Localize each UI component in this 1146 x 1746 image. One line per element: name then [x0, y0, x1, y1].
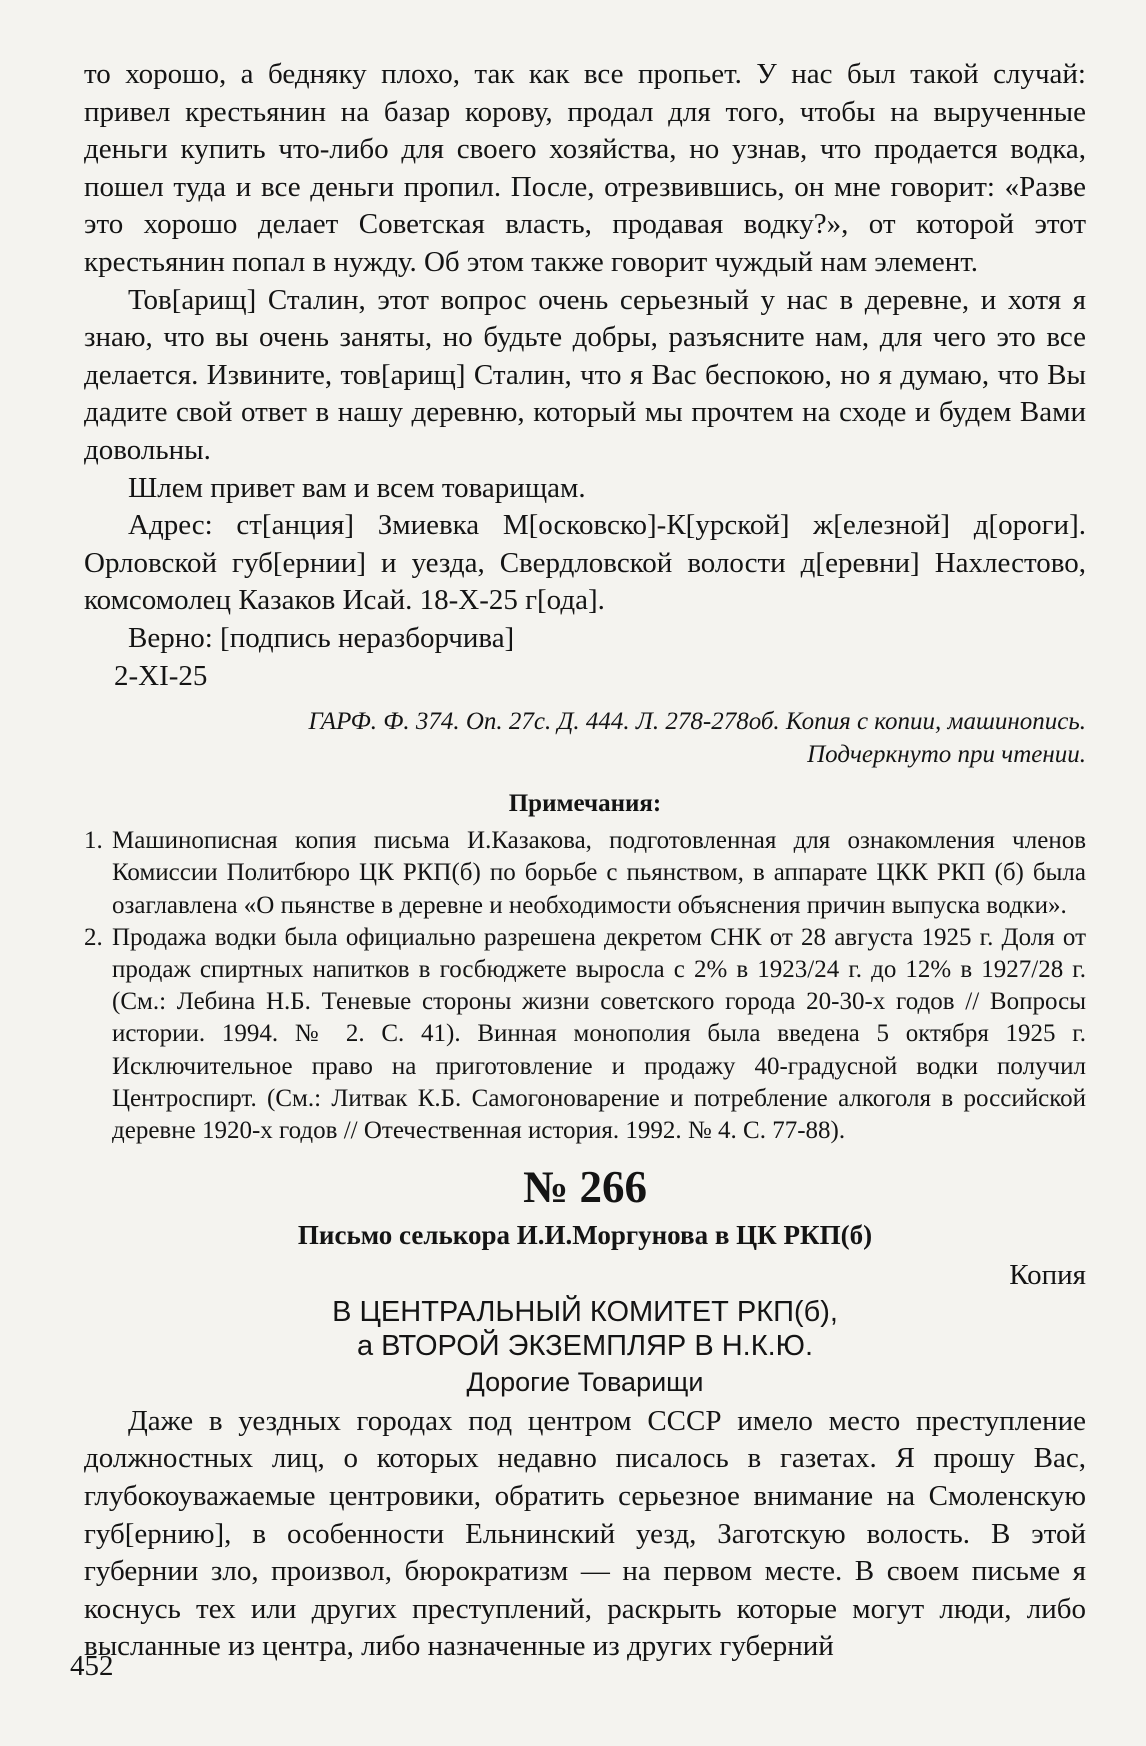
note-number: 1.	[84, 827, 103, 855]
page-number: 452	[70, 1650, 114, 1682]
letter-paragraph-1: то хорошо, а бедняку плохо, так как все пропьет. У нас был такой случай: привел крестьянин на базар корову, продал для того, чтобы на вырученные деньги купить что-либо для своего хозяйства, но узнав, что продается водка, пошел туда и все деньги пропил. После, отрезвившись, он мне говорит: «Разве это хорошо делает Советская власть, продавая водку?», от которой этот крестьянин попал в нужду. Об этом также говорит чуждый нам элемент.	[84, 58, 1086, 278]
archive-source-note: Подчеркнуто при чтении.	[807, 741, 1086, 769]
note-text: Продажа водки была официально разрешена декретом СНК от 28 августа 1925 г. Доля от продаж спиртных напитков в госбюджете выросла с 2% в 1923/24 г. до 12% в 1927/28 г. (См.: Лебина Н.Б. Теневые стороны жизни советского города 20-30-х годов // Вопросы истории. 1994. № 2. С. 41). Винная монополия была введена 5 октября 1925 г. Исключительное право на приготовление и продажу 40-градусной водки получил Центроспирт. (См.: Литвак К.Б. Самогоноварение и потребление алкоголя в российской деревне 1920-х годов // Отечественная история. 1992. № 4. С. 77-88).	[112, 923, 1086, 1144]
note-text: Машинописная копия письма И.Казакова, подготовленная для ознакомления членов Комиссии Политбюро ЦК РКП(б) по борьбе с пьянством, в аппарате ЦКК РКП (б) была озаглавлена «О пьянстве в деревне и необходимости объяснения причин выпуска водки».	[112, 827, 1086, 919]
address-line-2: а ВТОРОЙ ЭКЗЕМПЛЯР В Н.К.Ю.	[356, 1329, 814, 1362]
document-title: Письмо селькора И.И.Моргунова в ЦК РКП(б)	[297, 1220, 873, 1251]
archive-source: ГАРФ. Ф. 374. Оп. 27с. Д. 444. Л. 278-278об. Копия с копии, машинопись.	[308, 708, 1086, 736]
copy-label: Копия	[1009, 1259, 1086, 1292]
letter-address: Адрес: ст[анция] Змиевка М[осковско]-К[урской] ж[елезной] д[ороги]. Орловской губ[ернии] и уезда, Свердловской волости д[еревни] Нахлестово, комсомолец Казаков Исай. 18-Х-25 г[ода].	[84, 509, 1086, 617]
greeting: Дорогие Товарищи	[466, 1366, 704, 1397]
note-item	[84, 825, 1086, 922]
document-number: № 266	[523, 1162, 647, 1213]
date-line: 2-XI-25	[114, 659, 208, 692]
note-number: 2.	[84, 923, 103, 951]
notes-title: Примечания:	[508, 790, 662, 818]
address-line-1: В ЦЕНТРАЛЬНЫЙ КОМИТЕТ РКП(б),	[332, 1295, 838, 1328]
note-item	[84, 922, 1086, 1147]
letter-paragraph-3: Шлем привет вам и всем товарищам.	[128, 471, 586, 504]
verified-line: Верно: [подпись неразборчива]	[128, 621, 515, 654]
letter-paragraph-2: Тов[арищ] Сталин, этот вопрос очень серьезный у нас в деревне, и хотя я знаю, что вы очень заняты, но будьте добры, разъясните нам, для чего это все делается. Извините, тов[арищ] Сталин, что я Вас беспокою, но я думаю, что Вы дадите свой ответ в нашу деревню, который мы прочтем на сходе и будем Вами довольны.	[84, 283, 1086, 466]
document-body: Даже в уездных городах под центром СССР имело место преступление должностных лиц, о которых недавно писалось в газетах. Я прошу Вас, глубокоуважаемые центровики, обратить серьезное внимание на Смоленскую губ[ернию], в особенности Ельнинский уезд, Заготскую волость. В этой губернии зло, произвол, бюрократизм — на первом месте. В своем письме я коснусь тех или других преступлений, раскрыть которые могут люди, либо высланные из центра, либо назначенные из других губерний	[84, 1404, 1086, 1663]
